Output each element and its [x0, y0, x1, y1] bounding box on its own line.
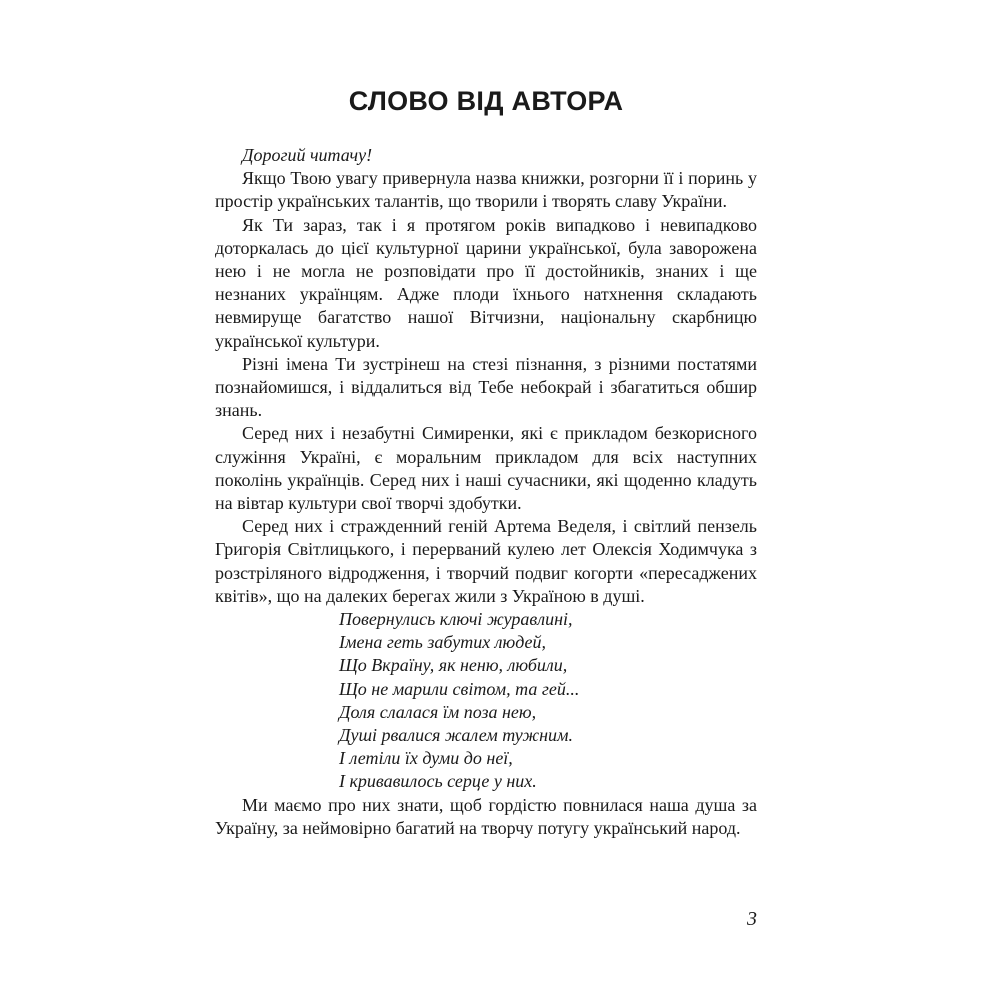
poem-line: І летіли їх думи до неї,	[339, 748, 513, 769]
poem-line: Душі рвалися жалем тужним.	[339, 725, 574, 746]
page-title: СЛОВО ВІД АВТОРА	[348, 86, 624, 116]
paragraph: Ми маємо про них знати, щоб гордістю повнилася наша душа за Україну, за неймовірно багатий на творчу потугу український народ.	[215, 794, 757, 838]
paragraph: Як Ти зараз, так і я протягом років випадково і невипадково доторкалась до цієї культурної царини української, була заворожена нею і не могла не розповідати про її достойників, знаних і ще незнаних українцям. Адже плоди їхнього натхнення складають невмируще багатство нашої Вітчизни, національну скарбницю української культури.	[215, 214, 757, 351]
greeting: Дорогий читачу!	[242, 145, 373, 165]
poem	[215, 608, 757, 794]
poem-line: Доля слалася їм поза нею,	[339, 701, 537, 722]
page-number: 3	[747, 908, 757, 930]
poem-line: І кривавилось серце у них.	[339, 771, 537, 792]
poem-line: Імена геть забутих людей,	[339, 632, 547, 653]
paragraph: Серед них і незабутні Симиренки, які є прикладом безкорисного служіння Україні, є моральним прикладом для всіх наступних поколінь українців. Серед них і наші сучасники, які щоденно кладуть на вівтар культури свої творчі здобутки.	[215, 423, 757, 514]
poem-line: Повернулись ключі журавлині,	[339, 609, 573, 630]
poem-line: Що не марили світом, та гей...	[339, 678, 580, 699]
paragraph: Різні імена Ти зустрінеш на стезі пізнання, з різними постатями познайомишся, і віддалиться від Тебе небокрай і збагатиться обшир знань.	[215, 353, 757, 421]
paragraph: Якщо Твою увагу привернула назва книжки, розгорни її і поринь у простір українських талантів, що творили і творять славу України.	[215, 168, 757, 212]
body-text	[215, 144, 757, 840]
paragraph: Серед них і стражденний геній Артема Веделя, і світлий пензель Григорія Світлицького, і перерваний кулею лет Олексія Ходимчука з розстріляного відродження, і творчий подвиг когорти «пересаджених квітів», що на далеких берегах жили з Україною в душі.	[215, 516, 757, 606]
poem-line: Що Вкраїну, як неню, любили,	[339, 655, 568, 676]
